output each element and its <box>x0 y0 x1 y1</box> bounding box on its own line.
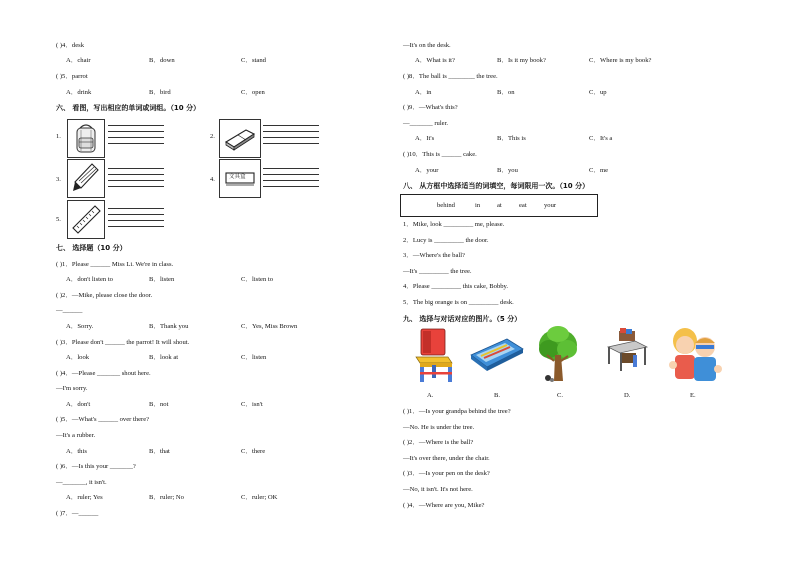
sec8-item-4: 4．Please _________ this cake, Bobby. <box>403 283 509 290</box>
word-eat: eat <box>519 202 527 209</box>
sec8-item-3-answer: —It's _________ the tree. <box>403 268 472 275</box>
r-q8-stem: ( )8．The ball is ________ the tree. <box>403 73 498 80</box>
r-q10-option-b: B．you <box>497 167 518 174</box>
s7q2-option-c: C．Yes, Miss Brown <box>241 323 298 330</box>
s7q2-answer-line: —______ <box>56 307 83 314</box>
r-q7-option-a: A．What is it? <box>415 57 455 64</box>
s7q1-option-b: B．listen <box>149 276 175 283</box>
q4-stem: ( )4．desk <box>56 42 85 49</box>
r-q8-option-c: C．up <box>589 89 607 96</box>
desk-icon <box>605 325 650 375</box>
ruler-picture <box>67 200 105 239</box>
word-behind: behind <box>437 202 455 209</box>
s7q2-option-a: A．Sorry. <box>66 323 94 330</box>
sec8-item-2: 2．Lucy is _________ the door. <box>403 237 489 244</box>
word-at: at <box>497 202 502 209</box>
s7q4-option-c: C．isn't <box>241 401 263 408</box>
sec6-label-2: 2. <box>210 133 215 140</box>
r-q9-stem: ( )9．—What's this? <box>403 104 458 111</box>
sec6-label-3: 3. <box>56 176 61 183</box>
children-icon <box>663 325 725 385</box>
r-q7-answer-line: —It's on the desk. <box>403 42 451 49</box>
s7q1-stem: ( )1．Please ______ Miss Li. We're in class. <box>56 261 174 268</box>
sec9-label-a: A. <box>427 392 434 399</box>
s7q2-stem: ( )2．—Mike, please close the door. <box>56 292 153 299</box>
s7q5-stem: ( )5．—What's ______ over there? <box>56 416 150 423</box>
s7q6-stem: ( )6．—Is this your _______? <box>56 463 136 470</box>
r-q9-answer-line: —_______ ruler. <box>403 120 449 127</box>
q5-option-a: A．drink <box>66 89 92 96</box>
q5-option-b: B．bird <box>149 89 171 96</box>
s7q5-option-a: A．this <box>66 448 87 455</box>
section-7-title: 七、 选择题（10 分） <box>56 244 127 252</box>
sec8-item-5: 5．The big orange is on _________ desk. <box>403 299 514 306</box>
sec9-item-1: ( )1．—Is your grandpa behind the tree? <box>403 408 511 415</box>
s7q4-answer-line: —I'm sorry. <box>56 385 88 392</box>
sec9-label-b: B. <box>494 392 501 399</box>
sec6-label-5: 5. <box>56 216 61 223</box>
r-q8-option-a: A．in <box>415 89 432 96</box>
s7q5-option-c: C．there <box>241 448 266 455</box>
r-q7-option-b: B．Is it my book? <box>497 57 546 64</box>
sec9-label-e: E. <box>690 392 696 399</box>
pencil-box-picture <box>219 159 261 198</box>
section-8-title: 八、 从方框中选择适当的词填空，每词限用一次。（10 分） <box>403 182 590 190</box>
s7q4-stem: ( )4．—Please _______ shout here. <box>56 370 151 377</box>
word-in: in <box>475 202 481 209</box>
s7q3-stem: ( )3．Please don't ______ the parrot! It will shout. <box>56 339 190 346</box>
sec9-item-3-answer: —No, it isn't. It's not here. <box>403 486 473 493</box>
s7q2-option-b: B．Thank you <box>149 323 189 330</box>
pen-icon <box>68 160 104 197</box>
backpack-icon <box>68 120 104 157</box>
r-q9-option-c: C．It's a <box>589 135 613 142</box>
s7q3-option-a: A．look <box>66 354 90 361</box>
backpack-picture <box>67 119 105 158</box>
s7q7-stem: ( )7．—______ <box>56 510 99 517</box>
r-q8-option-b: B．on <box>497 89 515 96</box>
r-q10-option-a: A．your <box>415 167 439 174</box>
r-q10-stem: ( )10．This is ______ cake. <box>403 151 477 158</box>
s7q6-option-c: C．ruler; OK <box>241 494 278 501</box>
s7q5-option-b: B．that <box>149 448 170 455</box>
q5-option-c: C．open <box>241 89 265 96</box>
sec9-item-4: ( )4．—Where are you, Mike? <box>403 502 485 509</box>
pencil-case-icon <box>467 335 527 375</box>
q5-stem: ( )5．parrot <box>56 73 88 80</box>
s7q3-option-c: C．listen <box>241 354 267 361</box>
s7q5-answer-line: —It's a rubber. <box>56 432 96 439</box>
sec6-label-1: 1. <box>56 133 61 140</box>
sec6-label-4: 4. <box>210 176 215 183</box>
r-q9-option-b: B．This is <box>497 135 526 142</box>
s7q3-option-b: B．look at <box>149 354 179 361</box>
rubber-picture <box>219 119 261 158</box>
sec8-item-1: 1．Mike, look _________ me, please. <box>403 221 505 228</box>
s7q6-option-a: A．ruler; Yes <box>66 494 103 501</box>
q4-option-a: A．chair <box>66 57 91 64</box>
sec9-item-2-answer: —It's over there, under the chair. <box>403 455 490 462</box>
s7q4-option-b: B．not <box>149 401 169 408</box>
sec8-item-3: 3．—Where's the ball? <box>403 252 465 259</box>
sec9-label-d: D. <box>624 392 631 399</box>
r-q9-option-a: A．It's <box>415 135 435 142</box>
sec9-label-c: C. <box>557 392 564 399</box>
pen-picture <box>67 159 105 198</box>
s7q1-option-c: C．listen to <box>241 276 274 283</box>
word-your: your <box>544 202 557 209</box>
s7q6-answer-line: —_______, it isn't. <box>56 479 107 486</box>
q4-option-c: C．stand <box>241 57 266 64</box>
pencil-box-label: 文具盒 <box>229 174 246 180</box>
sec9-item-3: ( )3．—Is your pen on the desk? <box>403 470 490 477</box>
r-q7-option-c: C．Where is my book? <box>589 57 652 64</box>
sec9-item-2: ( )2．—Where is the ball? <box>403 439 474 446</box>
tree-icon <box>537 325 579 385</box>
rubber-icon <box>220 120 260 157</box>
s7q4-option-a: A．don't <box>66 401 91 408</box>
ruler-icon <box>68 201 104 238</box>
r-q10-option-c: C．me <box>589 167 609 174</box>
s7q1-option-a: A．don't listen to <box>66 276 113 283</box>
section-9-title: 九、 选择与对话对应的图片。（5 分） <box>403 315 522 323</box>
chair-icon <box>408 325 458 385</box>
q4-option-b: B．down <box>149 57 175 64</box>
sec9-item-1-answer: —No. He is under the tree. <box>403 424 475 431</box>
section-6-title: 六、 看图，写出相应的单词或词组。（10 分） <box>56 104 201 112</box>
s7q6-option-b: B．ruler; No <box>149 494 184 501</box>
